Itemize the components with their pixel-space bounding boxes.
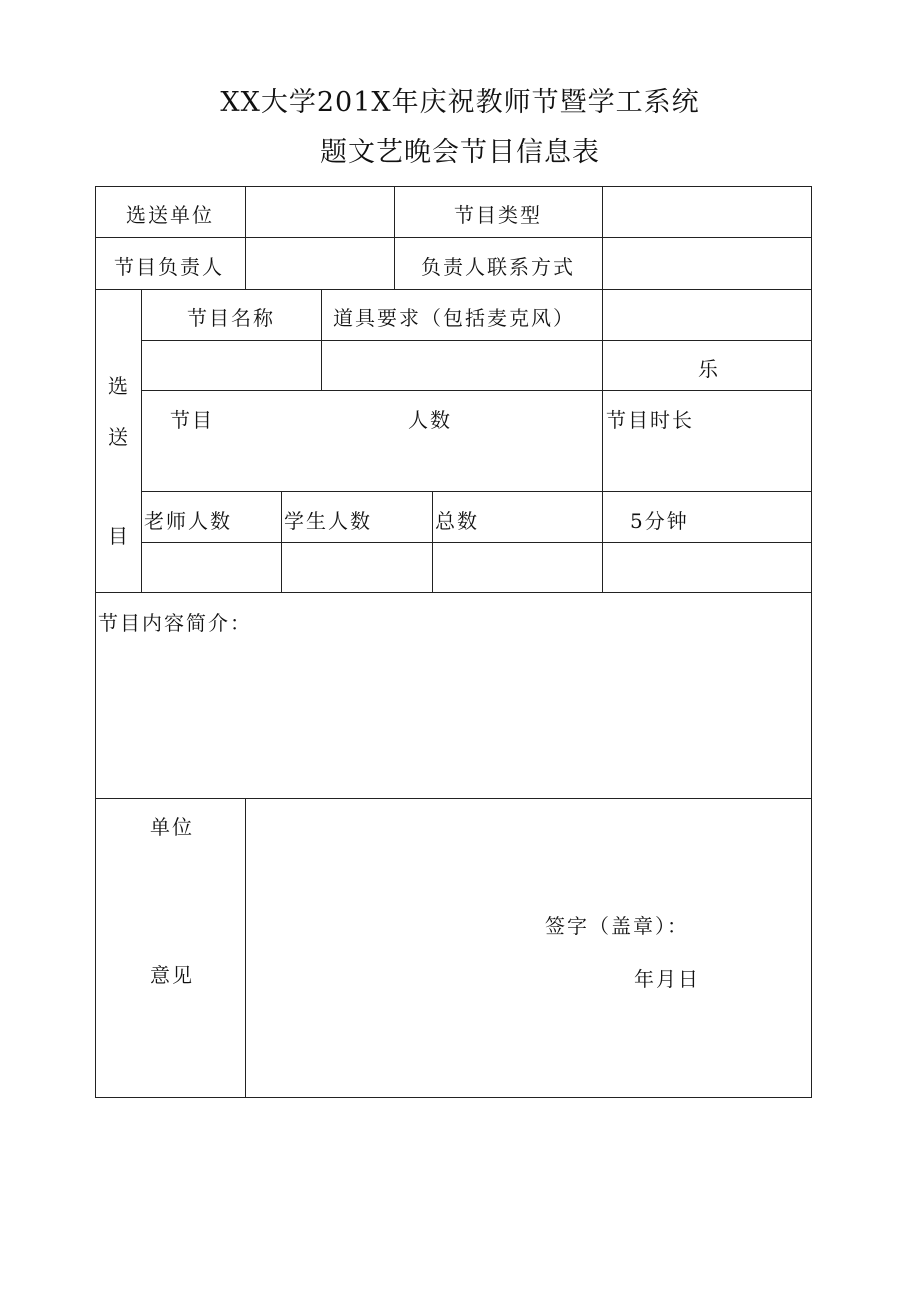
program-name-label: 节目名称 (187, 306, 275, 330)
props-value-cell[interactable] (322, 341, 602, 390)
row-divider (141, 390, 812, 391)
sign-label: 签字（盖章）： (545, 914, 689, 938)
summary-content-area[interactable] (96, 640, 811, 797)
opinion-label-line-2: 意见 (150, 963, 194, 987)
table-border-bottom (95, 1097, 812, 1098)
opinion-content-area[interactable] (246, 799, 811, 896)
side-label-char: 目 (108, 524, 130, 548)
side-label-char: 送 (108, 425, 130, 449)
dept-label: 选送单位 (126, 203, 214, 227)
side-label-char: 选 (108, 374, 130, 398)
music-label: 乐 (698, 357, 720, 381)
column-divider (394, 186, 395, 290)
leader-value-cell[interactable] (246, 238, 394, 289)
leader-label: 节目负责人 (114, 255, 224, 279)
props-label: 道具要求（包括麦克风） (333, 306, 575, 330)
type-label: 节目类型 (454, 203, 542, 227)
teacher-count-value-cell[interactable] (142, 543, 281, 592)
program-name-value-cell[interactable] (142, 341, 321, 390)
program-label: 节目 (170, 408, 214, 432)
extra-value-cell[interactable] (603, 543, 811, 592)
row-divider (95, 592, 812, 593)
student-count-label: 学生人数 (284, 509, 372, 533)
contact-label: 负责人联系方式 (421, 255, 575, 279)
form-title-line-1: XX大学201X年庆祝教师节暨学工系统 (220, 87, 700, 118)
opinion-label-line-1: 单位 (150, 815, 194, 839)
teacher-count-label: 老师人数 (144, 509, 232, 533)
row-divider (141, 491, 812, 492)
total-value-cell[interactable] (433, 543, 602, 592)
duration-value: 5分钟 (630, 509, 689, 533)
dept-value-cell[interactable] (246, 187, 394, 237)
date-label: 年月日 (634, 967, 700, 991)
form-title-line-2: 题文艺晚会节目信息表 (320, 137, 600, 168)
type-value-cell[interactable] (603, 187, 811, 237)
student-count-value-cell[interactable] (282, 543, 432, 592)
duration-label: 节目时长 (606, 408, 694, 432)
contact-value-cell[interactable] (603, 238, 811, 289)
row-divider (95, 289, 812, 290)
summary-label: 节目内容简介： (98, 611, 252, 635)
table-border-right (811, 186, 812, 1098)
count-label: 人数 (408, 408, 452, 432)
total-label: 总数 (435, 509, 479, 533)
